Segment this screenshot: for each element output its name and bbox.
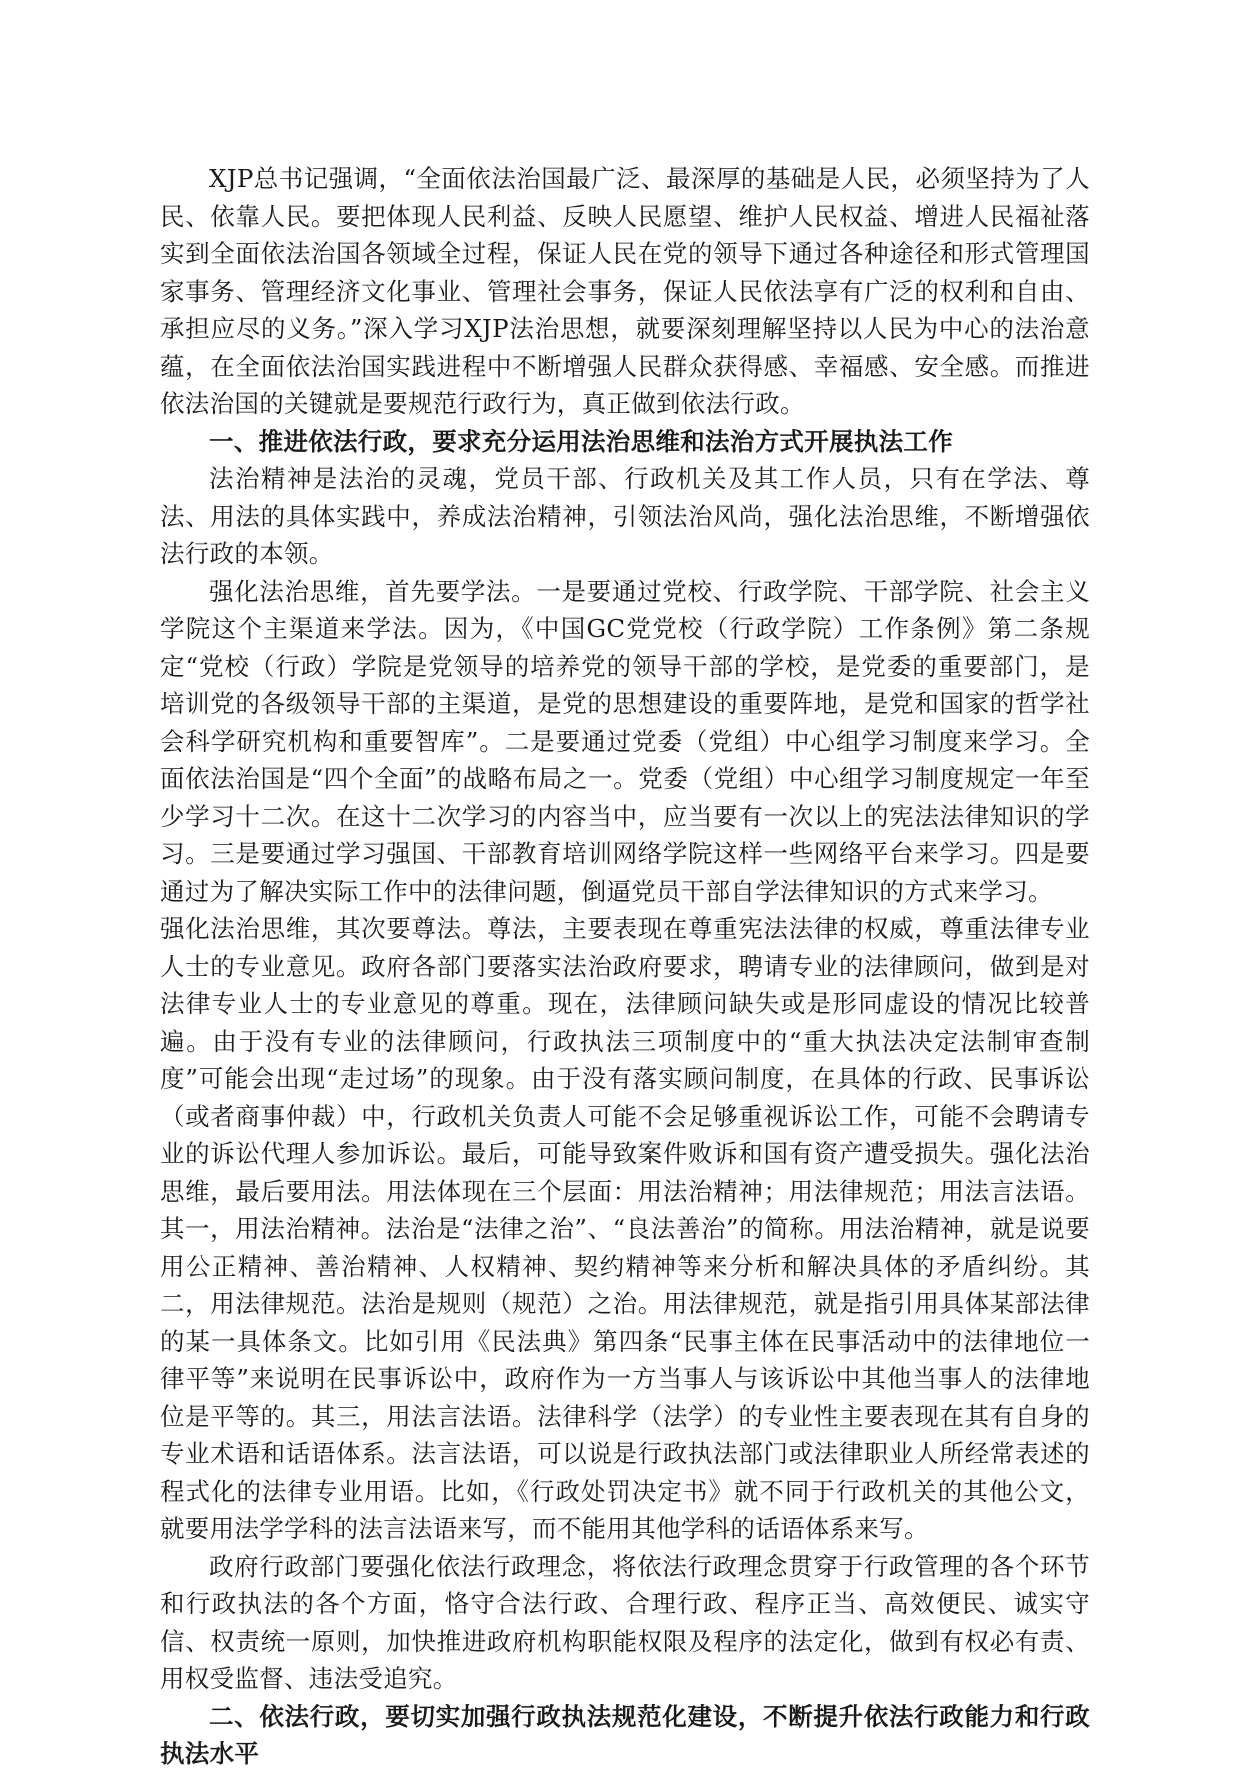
body-paragraph: 政府行政部门要强化依法行政理念，将依法行政理念贯穿于行政管理的各个环节和行政执法的各个方面，恪守合法行政、合理行政、程序正当、高效便民、诚实守信、权责统一原则，加快推进政府机构职能权限及程序的法定化，做到有权必有责、用权受监督、违法受追究。	[160, 1551, 1090, 1693]
document-page	[160, 160, 1090, 1773]
body-paragraph: 法治精神是法治的灵魂，党员干部、行政机关及其工作人员，只有在学法、尊法、用法的具体实践中，养成法治精神，引领法治风尚，强化法治思维，不断增强依法行政的本领。	[160, 464, 1090, 568]
section-heading-2: 二、依法行政，要切实加强行政执法规范化建设，不断提升依法行政能力和行政执法水平	[160, 1701, 1090, 1768]
body-paragraph: 强化法治思维，首先要学法。一是要通过党校、行政学院、干部学院、社会主义学院这个主渠道来学法。因为，《中国GC党党校（行政学院）工作条例》第二条规定“党校（行政）学院是党领导的培养党的领导干部的学校，是党委的重要部门，是培训党的各级领导干部的主渠道，是党的思想建设的重要阵地，是党和国家的哲学社会科学研究机构和重要智库”。二是要通过党委（党组）中心组学习制度来学习。全面依法治国是“四个全面”的战略布局之一。党委（党组）中心组学习制度规定一年至少学习十二次。在这十二次学习的内容当中，应当要有一次以上的宪法法律知识的学习。三是要通过学习强国、干部教育培训网络学院这样一些网络平台来学习。四是要通过为了解决实际工作中的法律问题，倒逼党员干部自学法律知识的方式来学习。	[160, 576, 1090, 906]
section-heading-1: 一、推进依法行政，要求充分运用法治思维和法治方式开展执法工作	[209, 426, 953, 456]
intro-paragraph: XJP总书记强调，“全面依法治国最广泛、最深厚的基础是人民，必须坚持为了人民、依靠人民。要把体现人民利益、反映人民愿望、维护人民权益、增进人民福祉落实到全面依法治国各领域全过程，保证人民在党的领导下通过各种途径和形式管理国家事务、管理经济文化事业、管理社会事务，保证人民依法享有广泛的权利和自由、承担应尽的义务。”深入学习XJP法治思想，就要深刻理解坚持以人民为中心的法治意蕴，在全面依法治国实践进程中不断增强人民群众获得感、幸福感、安全感。而推进依法治国的关键就是要规范行政行为，真正做到依法行政。	[160, 164, 1090, 418]
body-paragraph: 强化法治思维，其次要尊法。尊法，主要表现在尊重宪法法律的权威，尊重法律专业人士的专业意见。政府各部门要落实法治政府要求，聘请专业的法律顾问，做到是对法律专业人士的专业意见的尊重。现在，法律顾问缺失或是形同虚设的情况比较普遍。由于没有专业的法律顾问，行政执法三项制度中的“重大执法决定法制审查制度”可能会出现“走过场”的现象。由于没有落实顾问制度，在具体的行政、民事诉讼（或者商事仲裁）中，行政机关负责人可能不会足够重视诉讼工作，可能不会聘请专业的诉讼代理人参加诉讼。最后，可能导致案件败诉和国有资产遭受损失。强化法治思维，最后要用法。用法体现在三个层面：用法治精神；用法律规范；用法言法语。其一，用法治精神。法治是“法律之治”、“良法善治”的简称。用法治精神，就是说要用公正精神、善治精神、人权精神、契约精神等来分析和解决具体的矛盾纠纷。其二，用法律规范。法治是规则（规范）之治。用法律规范，就是指引用具体某部法律的某一具体条文。比如引用《民法典》第四条“民事主体在民事活动中的法律地位一律平等”来说明在民事诉讼中，政府作为一方当事人与该诉讼中其他当事人的法律地位是平等的。其三，用法言法语。法律科学（法学）的专业性主要表现在其有自身的专业术语和话语体系。法言法语，可以说是行政执法部门或法律职业人所经常表述的程式化的法律专业用语。比如，《行政处罚决定书》就不同于行政机关的其他公文，就要用法学学科的法言法语来写，而不能用其他学科的话语体系来写。	[160, 914, 1090, 1543]
